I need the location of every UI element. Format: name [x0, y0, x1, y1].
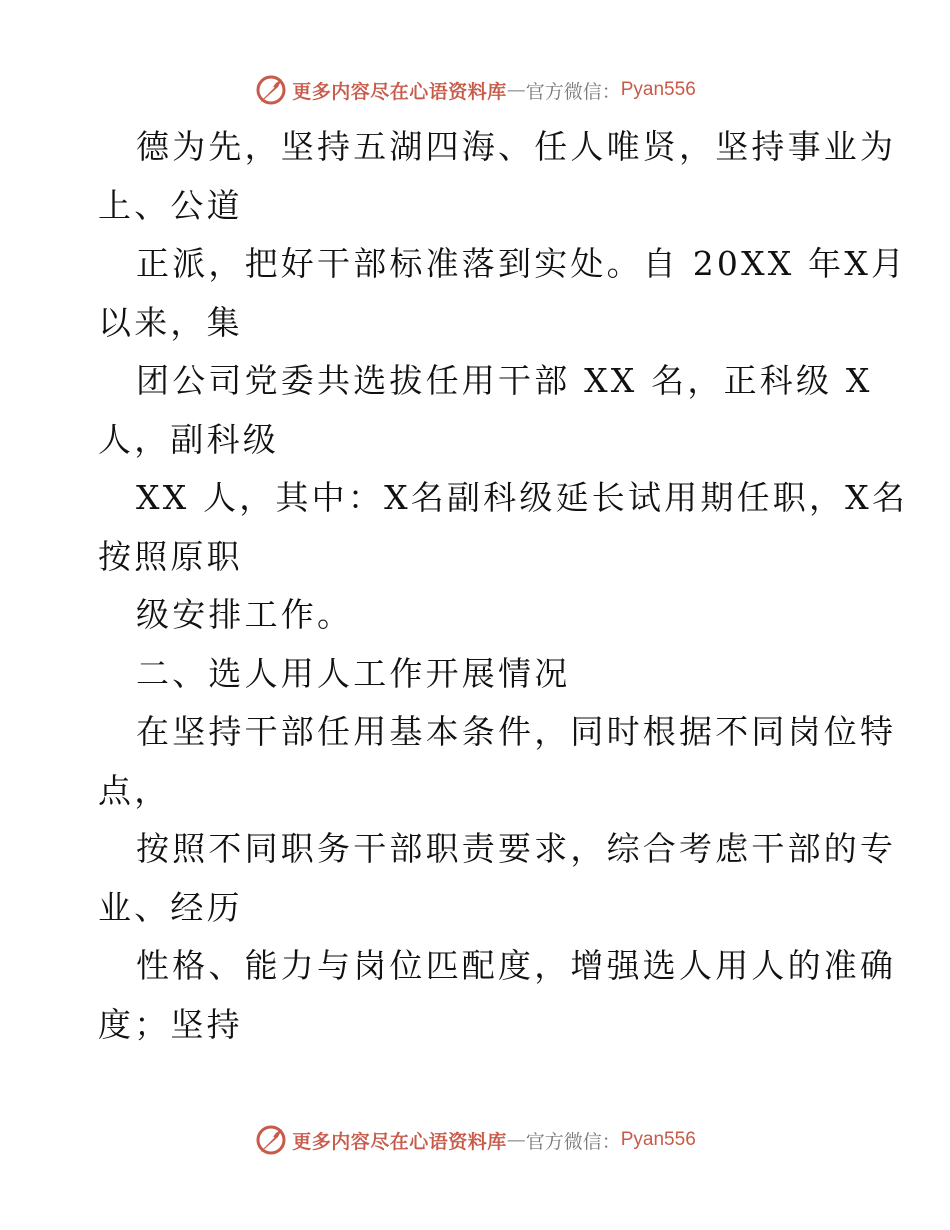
body-text-line: 德为先，坚持五湖四海、任人唯贤，坚持事业为 [136, 127, 897, 166]
footer-banner [0, 1120, 950, 1160]
body-text-line: 性格、能力与岗位匹配度，增强选人用人的准确 [136, 946, 897, 985]
body-text-line: 以来，集 [98, 302, 243, 342]
header-separator: — [506, 79, 526, 101]
body-text-line: 团公司党委共选拔任用干部 XX 名，正科级 X [136, 361, 873, 400]
header-brand-text: 更多内容尽在心语资料库 [292, 80, 507, 103]
body-text-line: 在坚持干部任用基本条件，同时根据不同岗位特 [136, 712, 897, 751]
body-text-line: 上、公道 [98, 185, 243, 225]
body-text-line: XX 人，其中：X名副科级延长试用期任职，X名 [136, 478, 909, 517]
body-text-line: 按照不同职务干部职责要求，综合考虑干部的专 [136, 829, 897, 868]
body-text-line: 度；坚持 [98, 1004, 243, 1044]
body-text-line: 正派，把好干部标准落到实处。自 20XX 年X月 [136, 244, 908, 283]
body-text-line: 点， [98, 770, 171, 810]
header-banner [0, 70, 950, 110]
footer-brand-text: 更多内容尽在心语资料库 [292, 1130, 507, 1153]
body-text-line: 按照原职 [98, 536, 243, 576]
body-text-line: 二、选人用人工作开展情况 [136, 653, 571, 693]
feather-pen-logo-icon [254, 73, 288, 107]
header-wechat-id: Pyan556 [620, 79, 696, 100]
footer-wechat-id: Pyan556 [620, 1129, 696, 1150]
document-body [98, 118, 909, 1054]
feather-pen-logo-icon [254, 1123, 288, 1157]
body-text-line: 业、经历 [98, 887, 243, 927]
body-text-line: 级安排工作。 [136, 595, 354, 634]
footer-separator: — [506, 1129, 526, 1151]
body-text-line: 人，副科级 [98, 419, 279, 459]
header-wechat-label: 官方微信： [525, 80, 621, 103]
footer-wechat-label: 官方微信： [525, 1130, 621, 1153]
